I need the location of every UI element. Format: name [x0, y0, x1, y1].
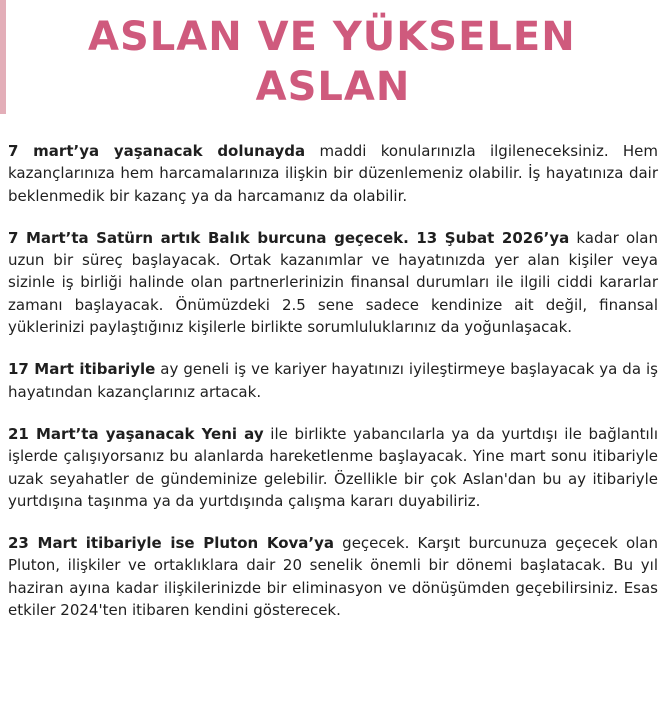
paragraph-pluton [8, 532, 658, 621]
paragraph-text: maddi konularınızla ilgileneceksiniz. Hem kazançlarınıza hem harcamalarınıza ilişkin bir düzenlemeniz olabilir. İş hayatınıza dair beklenmedik bir kazanç ya da harcamanız da olabilir. [8, 142, 658, 205]
paragraph-highlight: 7 mart’ya yaşanacak dolunayda [8, 142, 306, 160]
paragraph-text: ay geneli iş ve kariyer hayatınızı iyileştirmeye başlayacak ya da iş hayatından kazançlarınız artacak. [8, 360, 658, 401]
paragraph-17-mart [8, 358, 658, 403]
paragraph-saturn [8, 227, 658, 338]
paragraph-highlight: 7 Mart’ta Satürn artık Balık burcuna geçecek. 13 Şubat 2026’ya [8, 228, 570, 247]
paragraph-highlight: 21 Mart’ta yaşanacak Yeni ay [8, 424, 264, 443]
paragraph-highlight: 17 Mart itibariyle [8, 360, 156, 379]
paragraph-text: kadar olan uzun bir süreç başlayacak. Ortak kazanımlar ve hayatınızda yer alan kişiler veya sizinle iş birliği halinde olan partnerlerinizin finansal durumları ile ilgili ciddi kararlar zamanı başlayacak. Önümüzdeki 2.5 sene sadece kendinize ait değil, finansal yüklerinizi paylaştığınız kişilerle birlikte sorumluluklarınız da yoğunlaşacak. [8, 228, 658, 337]
paragraph-highlight: 23 Mart itibariyle ise Pluton Kova’ya [8, 534, 334, 553]
paragraph-text: ile birlikte yabancılarla ya da yurtdışı ile bağlantılı işlerde çalışıyorsanız bu alanlarda hareketlenme başlayacak. Yine mart sonu itibariyle uzak seyahatler de gündeminize gelebilir. Özellikle bir çok Aslan'dan bu ay itibariyle yurtdışına taşınma ya da yurtdışında çalışma kararı duyabiliriz. [8, 424, 659, 510]
article-body [8, 140, 658, 641]
paragraph-dolunay [8, 140, 658, 207]
page-title [0, 12, 666, 112]
paragraph-text: geçecek. Karşıt burcunuza geçecek olan Pluton, ilişkiler ve ortaklıklara dair 20 senelik önemli bir dönemi başlatacak. Bu yıl haziran ayına kadar ilişkilerinizde bir eliminasyon ve dönüşümden geçebilirsiniz. Esas etkiler 2024'ten itibaren kendini gösterecek. [8, 534, 658, 620]
title-line-2: ASLAN [255, 64, 411, 110]
title-line-1: ASLAN VE YÜKSELEN [88, 14, 576, 60]
paragraph-yeni-ay [8, 423, 658, 512]
